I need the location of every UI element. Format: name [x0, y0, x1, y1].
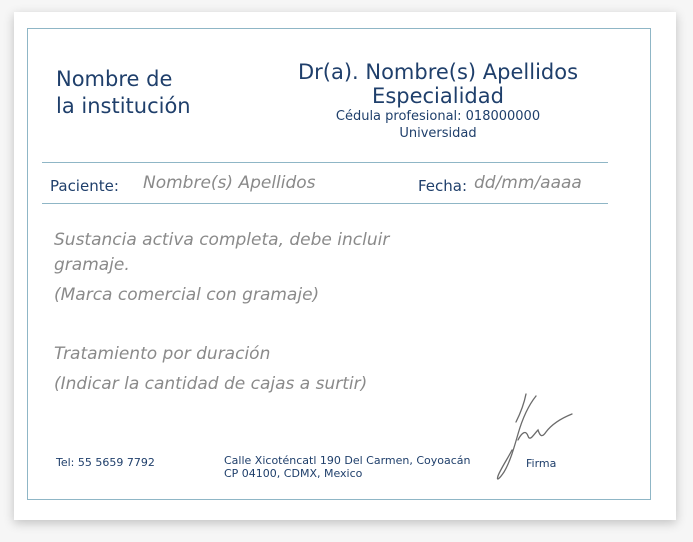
signature-label: Firma: [526, 457, 557, 470]
institution-name: [56, 66, 191, 120]
prescription-line-3: (Marca comercial con gramaje): [54, 285, 320, 305]
patient-label: Paciente:: [50, 177, 119, 195]
footer-address: [224, 454, 471, 480]
doctor-license: Cédula profesional: 018000000: [335, 109, 541, 124]
doctor-header: [288, 60, 588, 142]
divider-top: [42, 162, 608, 163]
patient-value: Nombre(s) Apellidos: [143, 173, 316, 193]
prescription-line-1: Sustancia activa completa, debe incluir: [54, 230, 390, 250]
institution-line-1: Nombre de: [56, 67, 173, 91]
doctor-university: Universidad: [399, 126, 477, 141]
footer-address-line-1: Calle Xicoténcatl 190 Del Carmen, Coyoacán: [224, 454, 471, 467]
doctor-specialty: Especialidad: [372, 84, 504, 108]
doctor-name: Dr(a). Nombre(s) Apellidos: [297, 60, 579, 84]
date-label: Fecha:: [418, 177, 468, 195]
prescription-line-4: Tratamiento por duración: [54, 344, 271, 364]
footer-phone: Tel: 55 5659 7792: [56, 456, 155, 469]
divider-bottom: [42, 203, 608, 204]
institution-line-2: la institución: [56, 94, 191, 118]
date-value: dd/mm/aaaa: [474, 173, 582, 193]
prescription-line-2: gramaje.: [54, 255, 130, 275]
prescription-line-5: (Indicar la cantidad de cajas a surtir): [54, 374, 368, 394]
signature-icon: [488, 392, 578, 487]
footer-address-line-2: CP 04100, CDMX, Mexico: [224, 467, 363, 480]
